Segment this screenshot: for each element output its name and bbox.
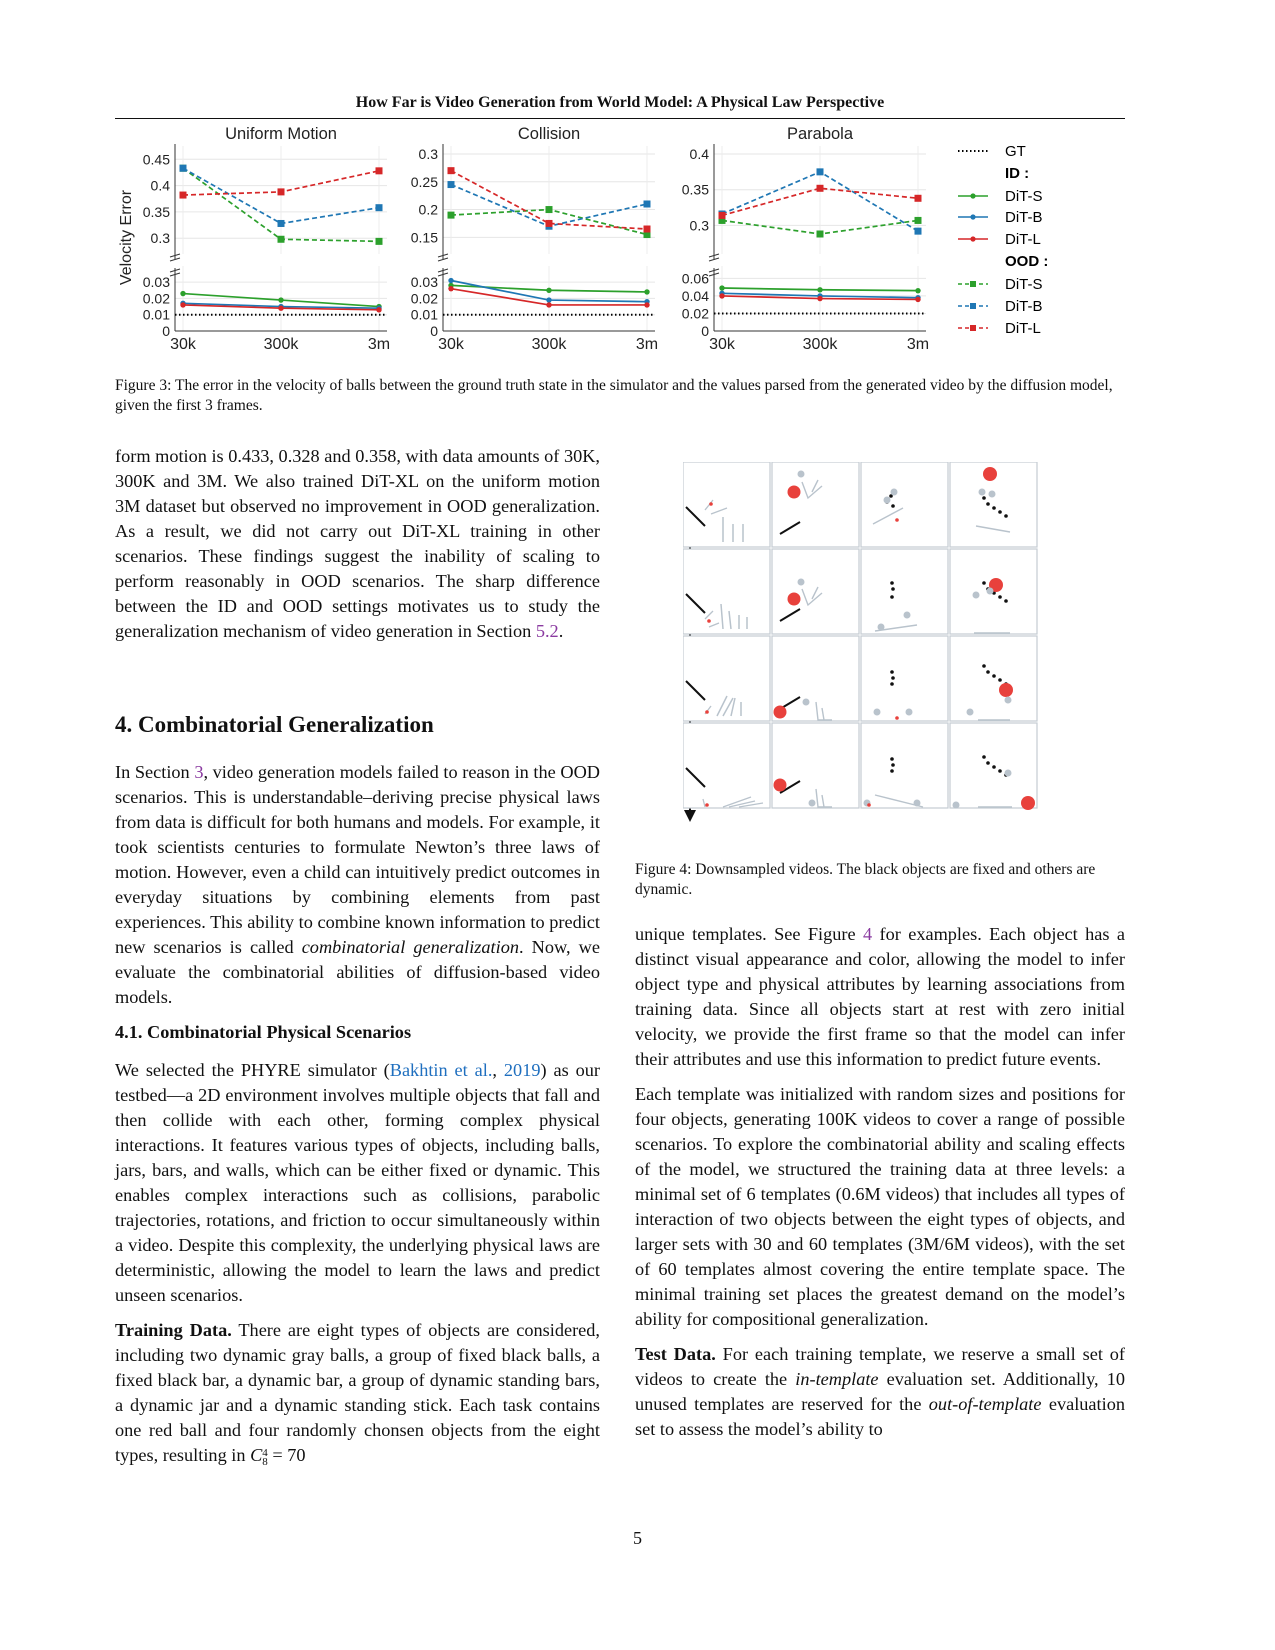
data-point	[719, 212, 726, 219]
data-point	[278, 306, 283, 311]
section-ref-link[interactable]: 5.2	[535, 621, 559, 641]
chart-panel-2	[682, 125, 929, 353]
red-ball	[895, 716, 899, 720]
header-rule	[115, 118, 1125, 119]
y-tick-label: 0.06	[681, 270, 709, 287]
data-point	[644, 226, 651, 233]
gray-ball	[798, 471, 805, 478]
gray-ball	[989, 491, 996, 498]
red-ball	[707, 619, 711, 623]
data-point	[546, 302, 551, 307]
y-tick-label: 0.01	[142, 306, 170, 323]
red-ball	[867, 803, 871, 807]
legend-id-dit-b-label: DiT-B	[1005, 209, 1043, 226]
fixed-ball	[992, 765, 996, 769]
gray-ball	[884, 497, 891, 504]
frame-border	[950, 636, 1037, 721]
data-point	[180, 192, 187, 199]
video-frame-r4-c2	[772, 723, 859, 808]
fixed-ball	[890, 581, 894, 585]
video-frame-r2-c4	[950, 549, 1037, 634]
data-point	[278, 220, 285, 227]
data-point	[278, 188, 285, 195]
chart-panel-1	[411, 125, 658, 353]
data-point	[278, 297, 283, 302]
fixed-ball	[891, 763, 895, 767]
data-point	[448, 278, 453, 283]
legend-id-dit-s-label: DiT-S	[1005, 188, 1043, 205]
figure4-caption: Figure 4: Downsampled videos. The black objects are fixed and others are dynamic.	[635, 861, 1096, 898]
video-frame-r1-c2	[772, 462, 859, 547]
figure4-video-grid	[683, 462, 1083, 832]
x-tick-label: 300k	[263, 336, 299, 353]
x-tick-label: 300k	[802, 336, 838, 353]
red-ball	[705, 803, 709, 807]
frame-border	[861, 549, 948, 634]
citation-bakhtin-link[interactable]: Bakhtin et al.	[389, 1060, 493, 1080]
video-frame-r4-c1	[683, 723, 770, 808]
fixed-ball	[992, 506, 996, 510]
x-tick-label: 30k	[170, 336, 196, 353]
data-point	[546, 288, 551, 293]
data-point	[915, 217, 922, 224]
data-point	[376, 307, 381, 312]
left-column-bottom	[115, 1058, 600, 1478]
data-point	[644, 302, 649, 307]
frame-border	[772, 723, 859, 808]
y-tick-label: 0.02	[410, 290, 438, 307]
fixed-ball	[890, 595, 894, 599]
fixed-ball	[986, 502, 990, 506]
gray-ball	[891, 489, 898, 496]
gray-ball	[1005, 770, 1012, 777]
gray-ball	[874, 709, 881, 716]
frame-border	[861, 636, 948, 721]
data-point	[180, 291, 185, 296]
gray-ball	[904, 612, 911, 619]
data-point	[644, 289, 649, 294]
figure-4-ref-link[interactable]: 4	[863, 924, 873, 944]
running-title: How Far is Video Generation from World Model: A Physical Law Perspective	[355, 94, 885, 111]
frame-border	[861, 462, 948, 547]
data-point	[376, 204, 383, 211]
fixed-ball	[891, 587, 895, 591]
video-frame-r3-c4	[950, 636, 1037, 721]
y-tick-label: 0.04	[681, 287, 709, 304]
data-point	[915, 288, 920, 293]
video-frame-r2-c2	[772, 549, 859, 634]
chart-title: Uniform Motion	[225, 125, 337, 143]
y-axis-label: Velocity Error	[118, 189, 135, 286]
x-tick-label: 30k	[438, 336, 464, 353]
fixed-ball	[891, 504, 895, 508]
red-ball	[895, 518, 899, 522]
data-point	[376, 167, 383, 174]
fixed-ball	[998, 769, 1002, 773]
data-point	[180, 165, 187, 172]
section-3-ref-link[interactable]: 3	[194, 762, 204, 782]
data-point	[448, 167, 455, 174]
x-tick-label: 3m	[906, 336, 930, 353]
gray-ball	[953, 802, 960, 809]
legend-id-header: ID :	[1005, 165, 1030, 182]
x-tick-label: 30k	[709, 336, 735, 353]
legend-id-dit-l-label: DiT-L	[1005, 231, 1041, 248]
gray-ball	[1005, 697, 1012, 704]
gray-ball	[979, 489, 986, 496]
left-column-top	[115, 444, 600, 654]
y-tick-label: 0.02	[142, 290, 170, 307]
data-point	[376, 238, 383, 245]
citation-year-link[interactable]: 2019	[503, 1060, 541, 1080]
legend-id-dit-l	[958, 231, 1041, 248]
fixed-ball	[890, 682, 894, 686]
paragraph-phyre: We selected the PHYRE simulator (Bakhtin et al., 2019) as our testbed—a 2D environment involves multiple objects that fall and then collide with each other, forming complex physical interactions. It features various types of objects, including balls, jars, bars, and walls, which can be either fixed or dynamic. This enables complex interactions such as collisions, parabolic trajectories, rotations, and friction to occur simultaneously within a video. Despite this complexity, the underlying physical laws are deterministic, allowing the model to learn the laws and predict unseen scenarios.	[115, 1060, 600, 1305]
figure3-caption: Figure 3: The error in the velocity of balls between the ground truth state in the simulator and the values parsed from the generated video by the diffusion model, given the first 3 frames.	[115, 377, 1113, 414]
red-ball	[774, 779, 787, 792]
frame-border	[683, 723, 770, 808]
y-tick-label: 0.02	[681, 305, 709, 322]
y-tick-label: 0	[430, 323, 438, 339]
y-tick-label: 0	[162, 323, 170, 339]
section-title: 4. Combinatorial Generalization	[115, 712, 434, 737]
data-point	[817, 185, 824, 192]
legend-gt-label: GT	[1005, 143, 1026, 160]
right-column	[635, 922, 1125, 1452]
fixed-ball	[998, 510, 1002, 514]
x-tick-label: 3m	[367, 336, 391, 353]
y-tick-label: 0.3	[689, 217, 709, 234]
x-tick-label: 300k	[531, 336, 567, 353]
y-tick-label: 0.03	[410, 274, 438, 291]
fixed-ball	[982, 581, 986, 585]
data-point	[915, 228, 922, 235]
y-tick-label: 0.15	[410, 229, 438, 246]
paragraph-training-data: Training Data. There are eight types of objects are considered, including two dynamic gray balls, a group of fixed black balls, a fixed black bar, a dynamic bar, a group of dynamic standing bars, a dynamic jar and a dynamic standing stick. Each task contains one red ball and four randomly chonsen objects from the eight types, resulting in C 4 8 = 70	[115, 1320, 600, 1468]
fixed-ball	[890, 769, 894, 773]
legend-ood-dit-b-label: DiT-B	[1005, 298, 1043, 315]
fixed-ball	[890, 757, 894, 761]
y-tick-label: 0.2	[418, 201, 438, 218]
data-point	[915, 297, 920, 302]
subsection-title: 4.1. Combinatorial Physical Scenarios	[115, 1022, 412, 1042]
legend-ood-dit-b	[958, 298, 1043, 315]
y-tick-label: 0.3	[418, 146, 438, 162]
gray-ball	[809, 800, 816, 807]
y-tick-label: 0.35	[681, 181, 709, 198]
y-tick-label: 0.3	[150, 230, 170, 247]
x-tick-label: 3m	[635, 336, 659, 353]
legend-id-dit-s	[958, 188, 1043, 205]
red-ball	[1021, 796, 1035, 810]
chart-panel-0	[118, 125, 390, 353]
figure3-charts	[110, 124, 1120, 364]
data-point	[448, 286, 453, 291]
fixed-ball	[986, 670, 990, 674]
video-frame-r3-c2	[772, 636, 859, 721]
y-tick-label: 0.45	[142, 151, 170, 168]
gray-ball	[973, 592, 980, 599]
red-ball	[774, 706, 787, 719]
fixed-ball	[982, 496, 986, 500]
red-ball	[788, 593, 801, 606]
red-ball	[983, 467, 997, 481]
y-tick-label: 0.4	[150, 177, 170, 194]
y-tick-label: 0.01	[410, 306, 438, 323]
figure3-legend	[958, 143, 1048, 337]
fixed-ball	[992, 674, 996, 678]
y-tick-label: 0	[701, 323, 709, 339]
red-ball	[709, 502, 713, 506]
paragraph-initialization: Each template was initialized with random sizes and positions for four objects, generating 100K videos to cover a range of possible scenarios. To explore the combinatorial ability and scaling effects of the model, we structured the training data at three levels: a minimal set of 6 templates (0.6M videos) that includes all types of interaction of two objects between the eight types of objects, and larger sets with 30 and 60 templates (3M/6M videos), with the set of 60 templates almost covering the entire template space. The minimal training set places the greatest demand on the model’s ability for compositional generalization.	[635, 1084, 1125, 1329]
left-column-mid	[115, 760, 600, 1020]
frame-border	[683, 462, 770, 547]
data-point	[546, 206, 553, 213]
frame-border	[772, 462, 859, 547]
fixed-ball	[1004, 599, 1008, 603]
data-point	[817, 168, 824, 175]
data-point	[546, 297, 551, 302]
video-frame-r2-c1	[683, 549, 770, 634]
chart-title: Parabola	[786, 125, 854, 143]
video-frame-r3-c1	[683, 636, 770, 721]
y-tick-label: 0.4	[689, 146, 709, 162]
gray-ball	[803, 699, 810, 706]
gray-ball	[798, 579, 805, 586]
video-frame-r1-c3	[861, 462, 948, 547]
y-tick-label: 0.35	[142, 203, 170, 220]
fixed-ball	[1004, 514, 1008, 518]
video-frame-r4-c3	[861, 723, 948, 808]
legend-ood-header: OOD :	[1005, 253, 1049, 270]
y-tick-label: 0.03	[142, 274, 170, 291]
data-point	[817, 287, 822, 292]
data-point	[644, 201, 651, 208]
paragraph-templates: unique templates. See Figure 4 for examples. Each object has a distinct visual appearance and color, allowing the model to infer object type and physical attributes by learning associations from training data. Since all objects start at rest with zero initial velocity, we provide the first frame so that the model can infer their attributes and use this information to predict future events.	[635, 924, 1125, 1069]
paragraph-scaling: form motion is 0.433, 0.328 and 0.358, with data amounts of 30K, 300K and 3M. We also trained DiT-XL on the uniform motion 3M dataset but observed no improvement in OOD generalization. As a result, we did not carry out DiT-XL training in other scenarios. These findings suggest the inability of scaling to perform reasonably in OOD scenarios. The sharp difference between the ID and OOD settings motivates us to study the generalization mechanism of video generation in Section 5.2.	[115, 446, 600, 641]
video-frame-r1-c1	[683, 462, 770, 547]
legend-ood-dit-l	[958, 320, 1041, 337]
frame-border	[861, 723, 948, 808]
frame-border	[683, 549, 770, 634]
data-point	[448, 181, 455, 188]
gray-ball	[987, 588, 994, 595]
gray-ball	[906, 709, 913, 716]
fixed-ball	[982, 664, 986, 668]
data-point	[915, 195, 922, 202]
legend-ood-dit-l-label: DiT-L	[1005, 320, 1041, 337]
data-point	[180, 302, 185, 307]
legend-id-dit-b	[958, 209, 1043, 226]
gray-ball	[967, 709, 974, 716]
data-point	[817, 231, 824, 238]
y-tick-label: 0.25	[410, 173, 438, 190]
red-ball	[999, 683, 1013, 697]
video-frame-r4-c4	[950, 723, 1037, 810]
paragraph-test-data: Test Data. For each training template, we reserve a small set of videos to create the in-template evaluation set. Additionally, 10 unused templates are reserved for the out-of-template evaluation set to assess the model’s ability to	[635, 1344, 1125, 1439]
red-ball	[705, 710, 709, 714]
data-point	[448, 212, 455, 219]
fixed-ball	[891, 676, 895, 680]
fixed-ball	[890, 670, 894, 674]
fixed-ball	[986, 761, 990, 765]
chart-title: Collision	[517, 125, 581, 143]
video-frame-r2-c3	[861, 549, 948, 634]
video-frame-r3-c3	[861, 636, 948, 721]
data-point	[278, 236, 285, 243]
data-point	[719, 293, 724, 298]
data-point	[546, 220, 553, 227]
fixed-ball	[982, 755, 986, 759]
red-ball	[788, 486, 801, 499]
legend-ood-dit-s-label: DiT-S	[1005, 276, 1043, 293]
fixed-ball	[998, 595, 1002, 599]
page-number: 5	[633, 1528, 642, 1548]
data-point	[719, 285, 724, 290]
fixed-ball	[998, 678, 1002, 682]
data-point	[817, 296, 822, 301]
video-frame-r1-c4	[950, 462, 1037, 547]
paragraph-intro: In Section 3, video generation models failed to reason in the OOD scenarios. This is understandable–deriving precise physical laws from data is difficult for both humans and models. For example, it took scientists centuries to formulate Newton’s three laws of motion. However, even a child can intuitively predict outcomes in everyday situations by combining elements from past experiences. This ability to combine known information to predict new scenarios is called combinatorial generalization. Now, we evaluate the combinatorial abilities of diffusion-based video models.	[115, 762, 600, 1007]
legend-ood-dit-s	[958, 276, 1043, 293]
